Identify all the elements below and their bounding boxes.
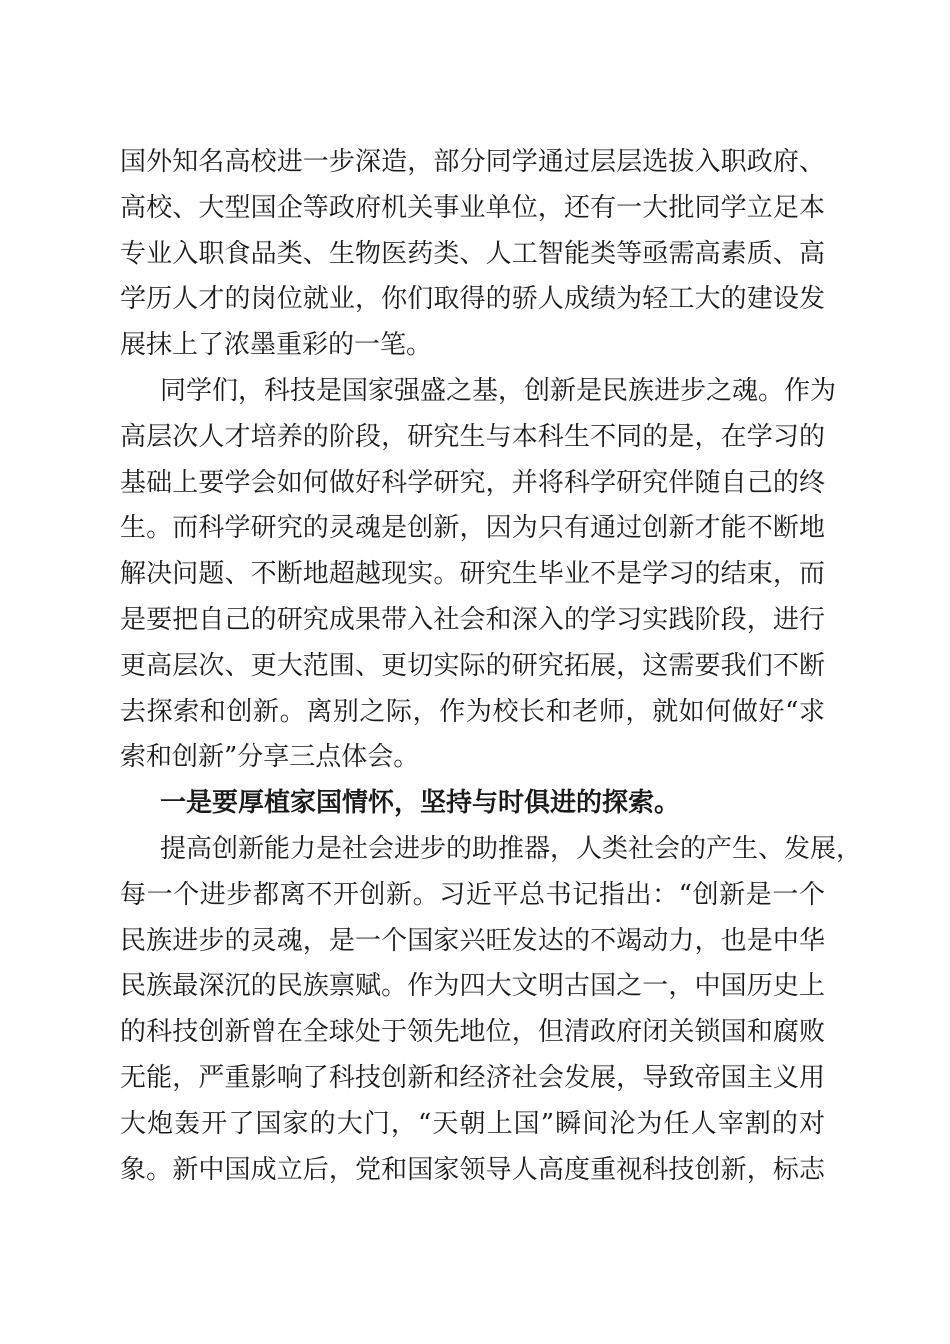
text-line: 国外知名高校进一步深造，部分同学通过层层选拔入职政府、 — [120, 147, 825, 177]
text-line: 民族进步的灵魂，是一个国家兴旺发达的不竭动力，也是中华 — [120, 925, 825, 956]
text-line: 高层次人才培养的阶段，研究生与本科生不同的是，在学习的 — [120, 421, 825, 452]
text-line: 象。新中国成立后，党和国家领导人高度重视科技创新，标志 — [120, 1154, 825, 1185]
text-line: 大炮轰开了国家的大门，“天朝上国”瞬间沦为任人宰割的对 — [120, 1108, 825, 1139]
text-line: 去探索和创新。离别之际，作为校长和老师，就如何做好“求 — [120, 696, 825, 727]
text-line: 高校、大型国企等政府机关事业单位，还有一大批同学立足本 — [120, 192, 825, 223]
text-line: 展抹上了浓墨重彩的一笔。 — [120, 330, 433, 361]
text-line: 民族最深沉的民族禀赋。作为四大文明古国之一，中国历史上 — [120, 971, 825, 1002]
text-line: 生。而科学研究的灵魂是创新，因为只有通过创新才能不断地 — [120, 513, 825, 544]
body-text — [120, 140, 863, 1193]
text-line: 每一个进步都离不开创新。习近平总书记指出：“创新是一个 — [120, 879, 825, 910]
text-line: 索和创新”分享三点体会。 — [120, 742, 420, 773]
text-line: 的科技创新曾在全球处于领先地位，但清政府闭关锁国和腐败 — [120, 1017, 825, 1048]
paragraph-start-line: 同学们，科技是国家强盛之基，创新是民族进步之魂。作为 — [160, 375, 837, 406]
paragraph-start-line: 提高创新能力是社会进步的助推器，人类社会的产生、发展， — [160, 833, 863, 864]
text-line: 更高层次、更大范围、更切实际的研究拓展，这需要我们不断 — [120, 650, 825, 681]
text-line: 基础上要学会如何做好科学研究，并将科学研究伴随自己的终 — [120, 467, 825, 498]
text-line: 是要把自己的研究成果带入社会和深入的学习实践阶段，进行 — [120, 604, 825, 635]
text-line: 解决问题、不断地超越现实。研究生毕业不是学习的结束，而 — [120, 559, 825, 590]
text-line: 学历人才的岗位就业，你们取得的骄人成绩为轻工大的建设发 — [120, 284, 825, 315]
text-line: 专业入职食品类、生物医药类、人工智能类等亟需高素质、高 — [120, 238, 825, 269]
section-heading: 一是要厚植家国情怀，坚持与时俱进的探索。 — [160, 788, 681, 819]
text-line: 无能，严重影响了科技创新和经济社会发展，导致帝国主义用 — [120, 1062, 825, 1093]
